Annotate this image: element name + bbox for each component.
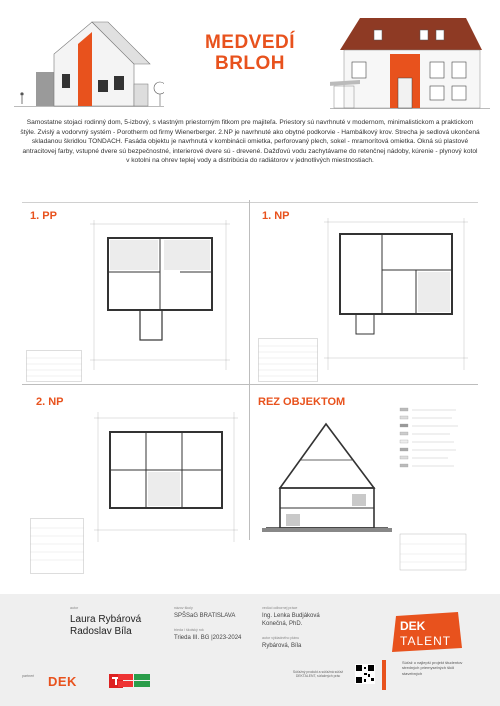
teacher-name: Ing. Lenka Budjáková Konečná, PhD. <box>262 613 320 627</box>
legend-table-1pp <box>26 350 82 382</box>
dektalent-note: Súťaž o najlepší projekt študentov stredných priemyselných škôl stavebných <box>402 660 463 676</box>
footnote: Súťažný produkt a súťažná súťaž DEKTALENT, súťažných prác <box>292 670 344 679</box>
floor-plan-1np <box>316 210 476 382</box>
panel-title-2np: 2. NP <box>36 396 64 408</box>
accent-strip <box>382 660 386 690</box>
floor-plan-1pp <box>80 210 240 382</box>
school-label: názov školy <box>174 606 193 610</box>
class-label: trieda / školský rok <box>174 628 204 632</box>
section-divider <box>22 202 478 203</box>
partner-logo-banner <box>118 674 150 688</box>
dektalent-badge <box>392 612 462 652</box>
authors <box>70 614 141 638</box>
title-line-1: MEDVEDÍ <box>204 32 296 53</box>
badge-line-2: TALENT <box>400 634 452 648</box>
panel-title-1np: 1. NP <box>262 210 290 222</box>
floor-plan-2np <box>86 402 246 548</box>
footer <box>0 594 500 706</box>
legend-table-1np <box>258 338 318 382</box>
panel-title-1pp: 1. PP <box>30 210 57 222</box>
partners-label: partneri <box>22 674 35 678</box>
badge-line-1: DEK <box>400 619 426 633</box>
reviewer-label: autor výkladného plánu <box>262 636 300 640</box>
project-title <box>180 32 320 74</box>
vertical-divider <box>249 200 250 540</box>
authors-label: autor <box>70 606 79 610</box>
horizontal-divider <box>22 384 478 385</box>
panel-title-section: REZ OBJEKTOM <box>258 396 346 408</box>
school-name: SPŠSaG BRATISLAVA <box>174 613 236 619</box>
author-2: Radoslav Bíla <box>70 626 132 637</box>
teacher-label: vedúci odbornej práce <box>262 606 298 610</box>
class-year: Trieda III. BG |2023-2024 <box>174 635 242 641</box>
house-front-view <box>330 12 490 110</box>
author-1: Laura Rybárová <box>70 614 142 625</box>
project-description: Samostatne stojaci rodinný dom, 5-izbový, s vlastným priestorným fitkom pre majiteľa. Priestory sú navrhnuté v modernom, minimalistickom a praktickom štýle. Zvislý a vodorvný systém - Porotherm od firmy Wienerberger. 2.NP je navrhnuté ako obytné podkorvie - Hambálkový krov. Strecha je sedlová ukončená skladanou škridlou TONDACH. Fasáda objektu je navrhnutá v kombinácii omietka, perforovaný plech, sokel - mramorítová omietka. Okná sú plastové antracitovej farby, vstupné dvere sú bezpečnostné, interierové dvere sú - drevené. Dažďovú vodu zachytávame do retenčnej nádoby, kúrenie - plynový kotol v kotolni na ohrev teplej vody a distribúcia do radiátorov v jednotlivých miestnostiach. <box>20 119 480 165</box>
title-line-2: BRLOH <box>214 53 286 74</box>
dek-logo: DEK <box>48 674 77 689</box>
building-section <box>262 410 392 544</box>
house-side-view <box>14 14 164 110</box>
qr-code <box>355 664 375 684</box>
section-legend <box>396 404 470 576</box>
reviewer-name: Rybárová, Bíla <box>262 643 302 649</box>
legend-table-2np <box>30 518 84 574</box>
